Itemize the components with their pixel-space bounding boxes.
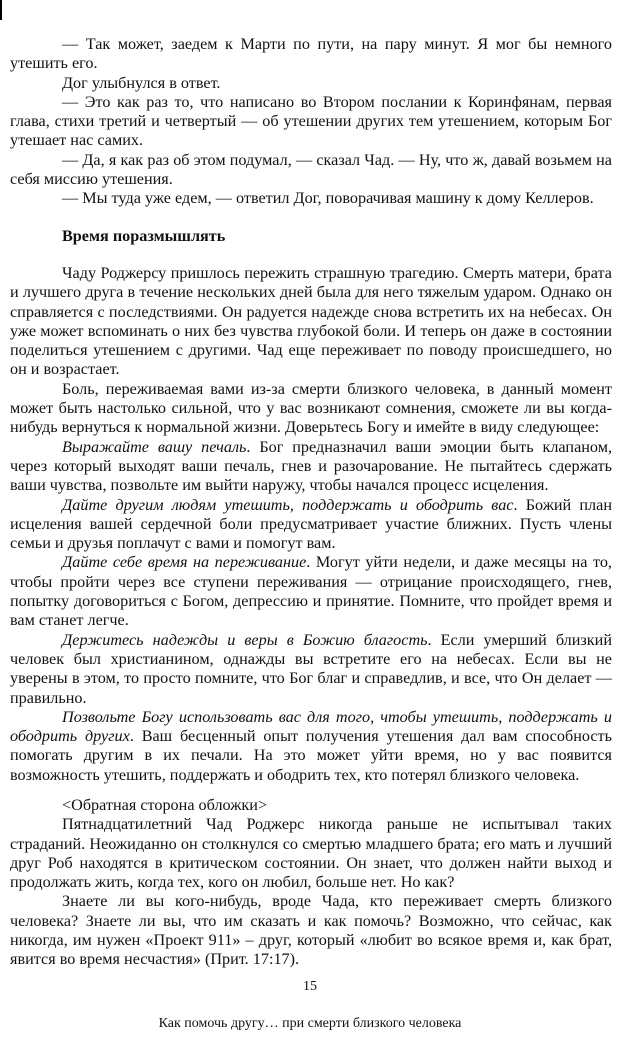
paragraph [10,438,612,496]
paragraph [10,264,612,380]
paragraph: Пятнадцатилетний Чад Роджерс никогда раньше не испытывал таких страданий. Неожиданно он столкнулся со смертью младшего брата; его мать и лучший друг Роб находятся в критическом состоянии. Он знает, что должен найти выход и продолжать жить, когда тех, кого он любил, больше нет. Но как? [10,815,612,892]
back-cover-label: <Обратная сторона обложки> [62,796,268,814]
reflection-section [10,264,612,785]
paragraph: — Да, я как раз об этом подумал, — сказал Чад. — Ну, что ж, давай возьмем на себя миссию утешения. [10,150,612,189]
page-number: 15 [303,979,317,994]
emphasis: Позвольте Богу использовать вас для того, чтобы утешить, поддержать и ободрить других [10,707,612,746]
paragraph: Дог улыбнулся в ответ. [62,73,221,92]
paragraph-text: Чаду Роджерсу пришлось пережить страшную трагедию. Смерть матери, брата и лучшего друга в течение нескольких дней была для него тяжелым ударом. Однако он справляется с последствиями. Он радуется надежде снова встретить их на небесах. Он уже может вспоминать о них без чувства глубокой боли. И теперь он даже в состоянии поделиться утешением с другими. Чад еще переживает по поводу происшедшего, но он и возрастает. [10,264,612,379]
dialogue-section [10,35,612,209]
emphasis: Держитесь надежды и веры в Божию благость [62,630,428,649]
paragraph [10,380,612,438]
paragraph-text: Боль, переживаемая вами из-за смерти близкого человека, в данный момент может быть настолько сильной, что у вас возникают сомнения, сможете ли вы когда-нибудь вернуться к нормальной жизни. Доверьтесь Богу и имейте в виду следующее: [10,379,612,437]
paragraph: Знаете ли вы кого-нибудь, вроде Чада, кто переживает смерть близкого человека? Знаете ли вы, что им сказать и как помочь? Возможно, что сейчас, как никогда, им нужен «Проект 911» – друг, который «любит во всякое время и, как брат, явится во время несчастия» (Прит. 17:17). [10,892,612,969]
paragraph [10,496,612,554]
paragraph [10,708,612,785]
text-cursor [0,0,2,20]
section-heading: Время поразмышлять [62,227,226,245]
paragraph-text: . Бог предназначил ваши эмоции быть клапаном, через который выходят ваши печаль, гнев и разочарование. Не пытайтесь сдержать ваши чувства, позвольте им выйти наружу, чтобы начался процесс исцеления. [10,437,612,495]
back-cover-section [10,796,612,970]
paragraph: — Мы туда уже едем, — ответил Дог, поворачивая машину к дому Келлеров. [62,189,594,208]
page-footer: Как помочь другу… при смерти близкого человека [158,1016,462,1031]
paragraph-text: . Если умерший близкий человек был христианином, однажды вы встретите его на небесах. Если вы не уверены в этом, то просто помните, что Бог благ и справедлив, и все, что Он делает — правильно. [10,630,612,707]
paragraph-text: . Ваш бесценный опыт получения утешения дал вам способность помогать другим в их печали. На это может уйти время, но у вас появится возможность утешить, поддержать и ободрить тех, кто потерял близкого человека. [10,727,613,784]
section-heading-block [10,227,612,246]
paragraph-text: . Божий план исцеления вашей сердечной боли предусматривает участие ближних. Пусть члены семьи и друзья поплачут с вами и помогут вам. [10,495,612,553]
paragraph: — Это как раз то, что написано во Втором послании к Коринфянам, первая глава, стихи третий и четвертый — об утешении других тем утешением, которым Бог утешает нас самих. [10,92,612,150]
emphasis: Выражайте вашу печаль [62,437,247,456]
paragraph-text: . Могут уйти недели, и даже месяцы на то, чтобы пройти через все ступени переживания — отрицание происходящего, гнев, попытку договориться с Богом, депрессию и принятие. Помните, что пройдет время и вам станет легче. [10,553,612,630]
paragraph [10,631,612,708]
emphasis: Дайте другим людям утешить, поддержать и ободрить вас [62,495,514,514]
paragraph: — Так может, заедем к Марти по пути, на пару минут. Я мог бы немного утешить его. [10,35,612,73]
paragraph [10,553,612,630]
emphasis: Дайте себе время на переживание [62,553,307,572]
